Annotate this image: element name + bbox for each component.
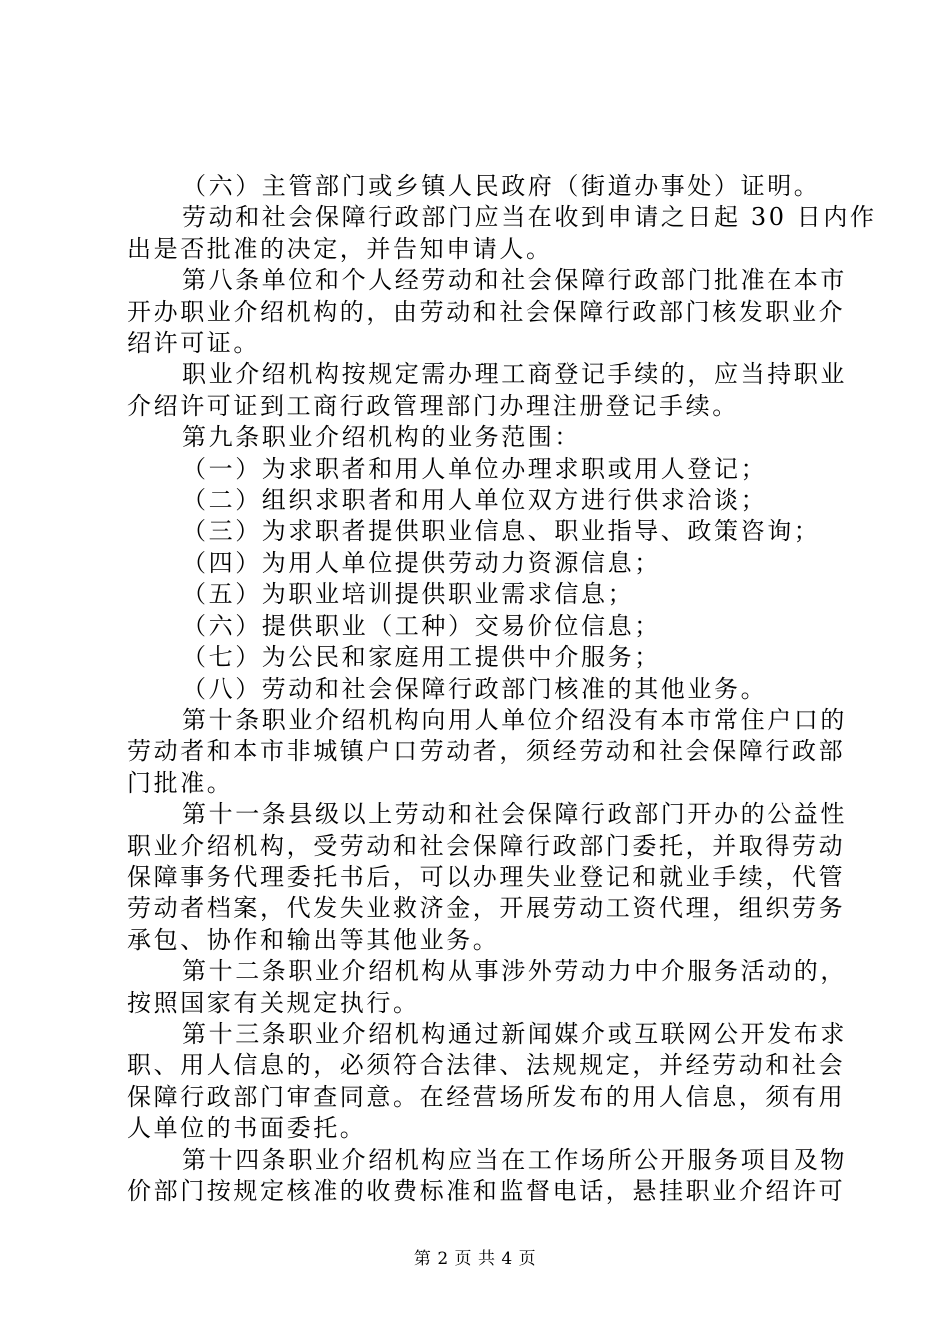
text-line: 承包、协作和输出等其他业务。 <box>127 925 500 954</box>
text-line: 人单位的书面委托。 <box>127 1114 367 1143</box>
text-line: 劳动者档案，代发失业救济金，开展劳动工资代理，组织劳务 <box>127 894 846 923</box>
text-line: 按照国家有关规定执行。 <box>127 988 420 1017</box>
text-line: （一）为求职者和用人单位办理求职或用人登记； <box>182 454 768 483</box>
text-line: 职、用人信息的，必须符合法律、法规规定，并经劳动和社会 <box>127 1051 846 1080</box>
text-line: 劳动和社会保障行政部门应当在收到申请之日起 30 日内作 <box>182 203 877 232</box>
text-line: 第十三条职业介绍机构通过新闻媒介或互联网公开发布求 <box>182 1019 847 1048</box>
text-line: （六）提供职业（工种）交易价位信息； <box>182 611 661 640</box>
text-line: 职业介绍机构按规定需办理工商登记手续的，应当持职业 <box>182 360 847 389</box>
text-line: （五）为职业培训提供职业需求信息； <box>182 580 635 609</box>
text-line: 第十四条职业介绍机构应当在工作场所公开服务项目及物 <box>182 1145 847 1174</box>
text-line: （八）劳动和社会保障行政部门核准的其他业务。 <box>182 674 768 703</box>
text-line: （六）主管部门或乡镇人民政府（街道办事处）证明。 <box>182 172 821 200</box>
document-body <box>127 171 877 1207</box>
text-line: 介绍许可证到工商行政管理部门办理注册登记手续。 <box>127 391 739 420</box>
text-line: 第十二条职业介绍机构从事涉外劳动力中介服务活动的， <box>182 957 847 986</box>
page-number-footer: 第 2 页 共 4 页 <box>413 1249 537 1269</box>
text-line: 第十一条县级以上劳动和社会保障行政部门开办的公益性 <box>182 800 847 829</box>
text-line: （三）为求职者提供职业信息、职业指导、政策咨询； <box>182 517 821 546</box>
text-line: （二）组织求职者和用人单位双方进行供求洽谈； <box>182 486 768 515</box>
text-line: 第九条职业介绍机构的业务范围： <box>182 423 581 452</box>
text-line: 出是否批准的决定，并告知申请人。 <box>127 234 553 263</box>
text-line: 门批准。 <box>127 768 234 797</box>
text-line: 劳动者和本市非城镇户口劳动者，须经劳动和社会保障行政部 <box>127 737 846 766</box>
text-line: （四）为用人单位提供劳动力资源信息； <box>182 548 661 577</box>
text-line: 保障事务代理委托书后，可以办理失业登记和就业手续，代管 <box>127 862 846 891</box>
text-line: （七）为公民和家庭用工提供中介服务； <box>182 643 661 672</box>
text-line: 绍许可证。 <box>127 329 260 358</box>
text-line: 第十条职业介绍机构向用人单位介绍没有本市常住户口的 <box>182 705 847 734</box>
text-line: 价部门按规定核准的收费标准和监督电话，悬挂职业介绍许可 <box>127 1177 846 1205</box>
text-line: 第八条单位和个人经劳动和社会保障行政部门批准在本市 <box>182 266 847 295</box>
text-line: 职业介绍机构，受劳动和社会保障行政部门委托，并取得劳动 <box>127 831 846 860</box>
text-line: 开办职业介绍机构的，由劳动和社会保障行政部门核发职业介 <box>127 297 846 326</box>
text-line: 保障行政部门审查同意。在经营场所发布的用人信息，须有用 <box>127 1082 846 1111</box>
